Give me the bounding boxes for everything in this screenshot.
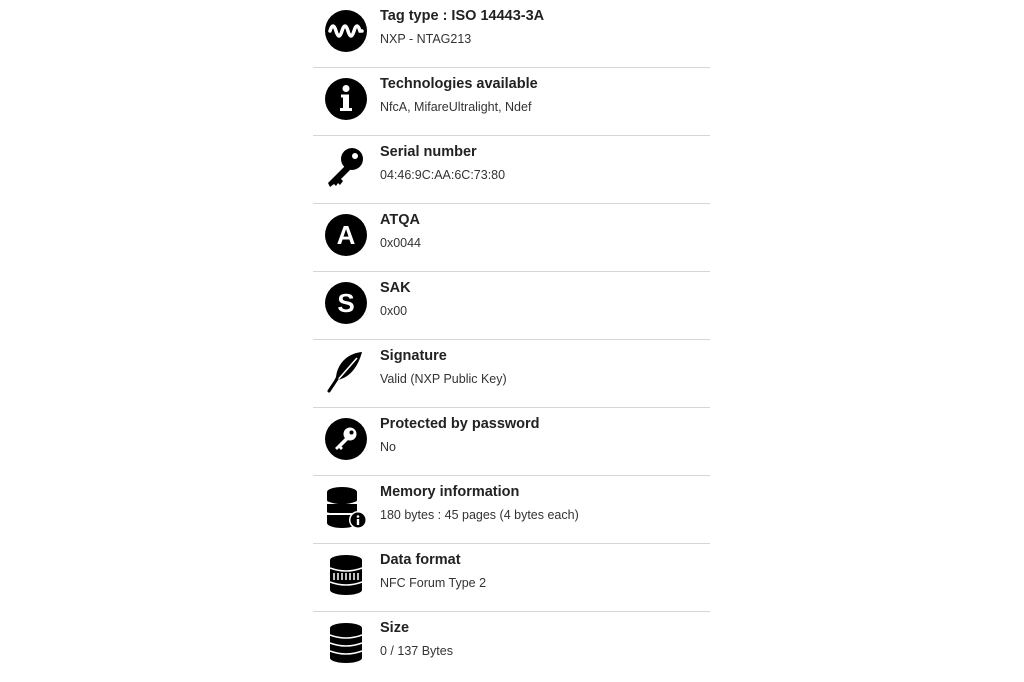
item-title: Signature <box>380 348 447 364</box>
item-title: Memory information <box>380 484 520 500</box>
letter-a-icon <box>324 213 368 257</box>
list-item-password[interactable] <box>313 408 710 476</box>
item-title: Data format <box>380 552 461 568</box>
list-item-data-format[interactable] <box>313 544 710 612</box>
tag-info-list <box>313 0 710 680</box>
list-item-technologies[interactable] <box>313 68 710 136</box>
key-circle-icon <box>324 417 368 461</box>
item-value: 180 bytes : 45 pages (4 bytes each) <box>380 508 579 522</box>
item-title: Technologies available <box>380 76 538 92</box>
item-value: 0x00 <box>380 304 408 318</box>
database-info-icon <box>324 485 368 529</box>
item-title: ATQA <box>380 212 421 228</box>
item-value: No <box>380 440 396 454</box>
list-item-memory[interactable] <box>313 476 710 544</box>
item-title: Serial number <box>380 144 477 160</box>
item-title: Tag type : ISO 14443-3A <box>380 8 545 24</box>
item-value: Valid (NXP Public Key) <box>380 372 507 386</box>
feather-icon <box>324 349 368 393</box>
item-title: Protected by password <box>380 416 540 432</box>
list-item-tag-type[interactable] <box>313 0 710 68</box>
item-title: Size <box>380 620 410 636</box>
list-item-signature[interactable] <box>313 340 710 408</box>
letter-s-glyph: S <box>337 288 355 318</box>
item-title: SAK <box>380 280 411 296</box>
item-value: NXP - NTAG213 <box>380 32 472 46</box>
list-item-atqa[interactable] <box>313 204 710 272</box>
list-item-sak[interactable] <box>313 272 710 340</box>
database-icon <box>324 621 368 665</box>
database-format-icon <box>324 553 368 597</box>
item-value: NFC Forum Type 2 <box>380 576 487 590</box>
item-value: 0 / 137 Bytes <box>380 644 453 658</box>
list-item-size[interactable] <box>313 612 710 680</box>
item-value: 04:46:9C:AA:6C:73:80 <box>380 168 506 182</box>
letter-s-icon <box>324 281 368 325</box>
item-value: NfcA, MifareUltralight, Ndef <box>380 100 532 114</box>
waveform-icon <box>324 9 368 53</box>
letter-a-glyph: A <box>336 220 356 250</box>
list-item-serial-number[interactable] <box>313 136 710 204</box>
info-icon <box>324 77 368 121</box>
item-value: 0x0044 <box>380 236 422 250</box>
key-icon <box>324 145 368 189</box>
